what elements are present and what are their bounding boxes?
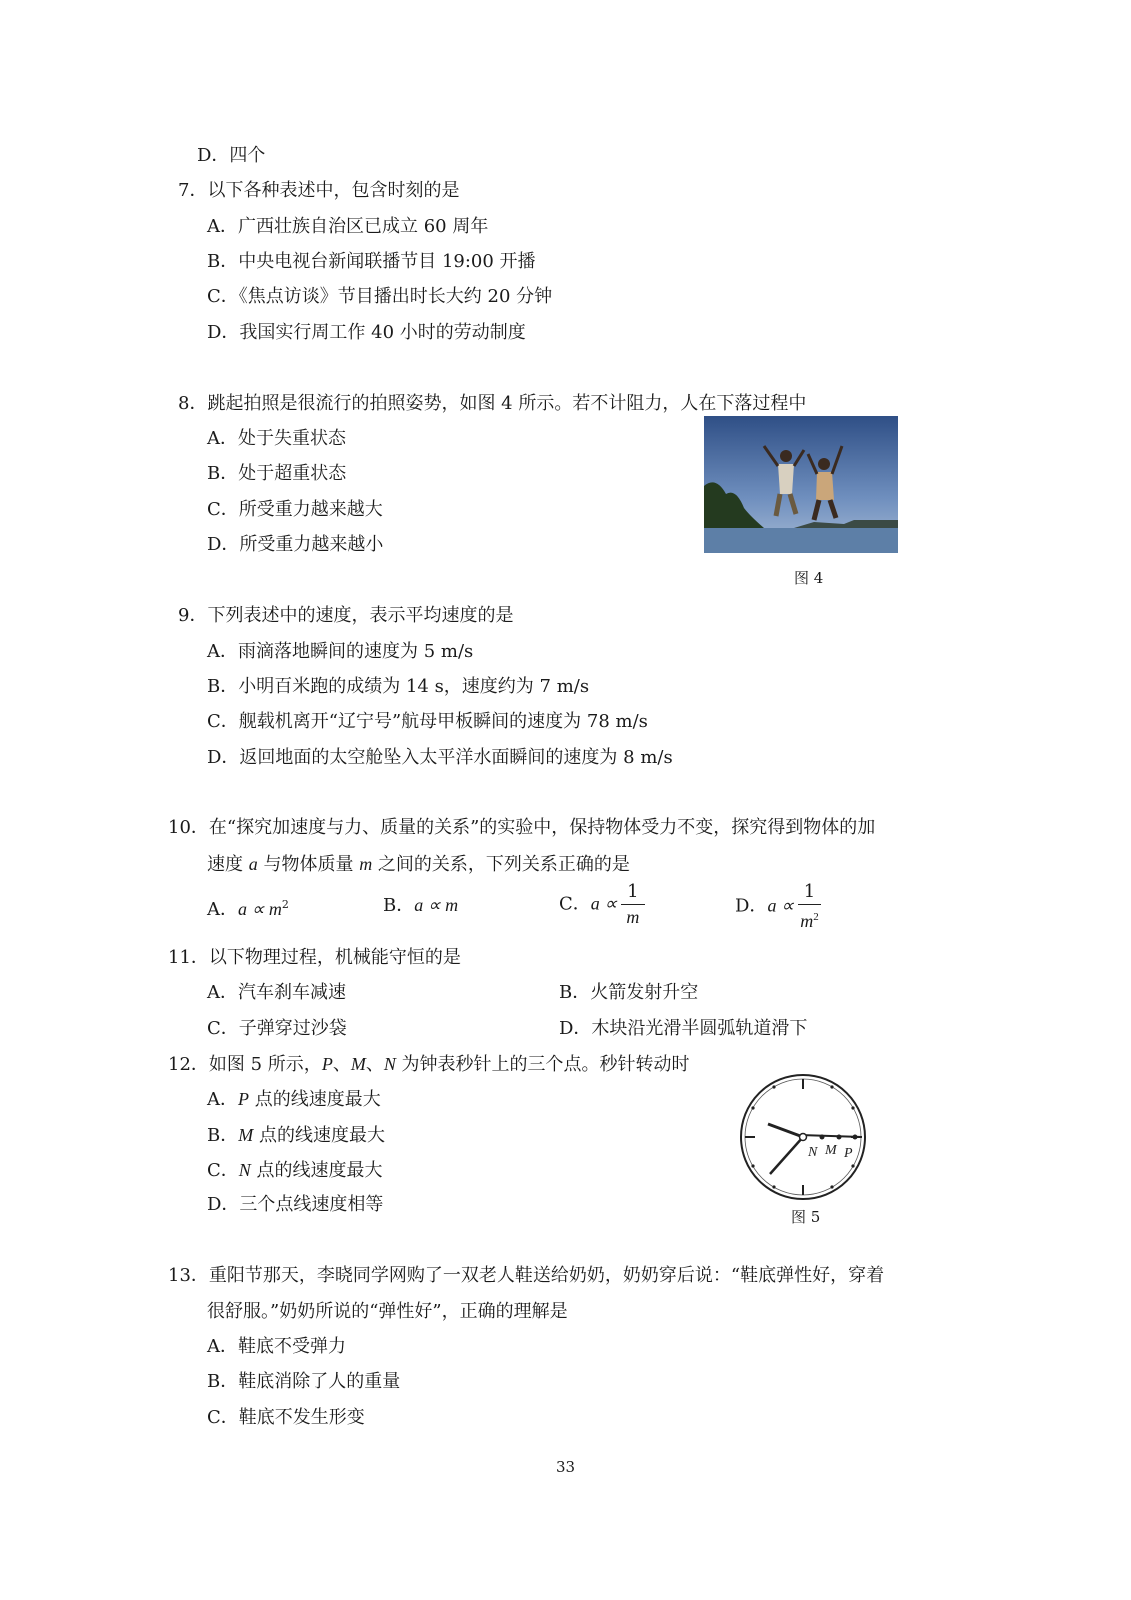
q7-option-c: C．《焦点访谈》节目播出时长大约 20 分钟 xyxy=(207,286,553,307)
q10-stem-line1: 10．在“探究加速度与力、质量的关系”的实验中，保持物体受力不变，探究得到物体的加 xyxy=(168,817,876,838)
q8-option-d: D．所受重力越来越小 xyxy=(207,534,384,555)
q12-option-a: A．P 点的线速度最大 xyxy=(207,1089,381,1110)
q13-option-b: B．鞋底消除了人的重量 xyxy=(207,1371,401,1392)
q8-option-c: C．所受重力越来越大 xyxy=(207,499,383,520)
q7-option-b: B．中央电视台新闻联播节目 19:00 开播 xyxy=(207,251,536,272)
figure-4-photo xyxy=(704,416,898,553)
q9-option-d: D．返回地面的太空舱坠入太平洋水面瞬间的速度为 8 m/s xyxy=(207,747,673,768)
q8-option-a: A．处于失重状态 xyxy=(207,428,346,449)
q10-option-d: D．a ∝ $\frac{1}{m^2}$ xyxy=(735,880,821,933)
q10-option-a: A．$a \propto m^2$ xyxy=(207,898,289,920)
figure-4-caption: 图 4 xyxy=(794,569,824,587)
clock-label-n: N xyxy=(808,1145,818,1160)
q11-option-d: D．木块沿光滑半圆弧轨道滑下 xyxy=(559,1018,808,1039)
q12-option-d: D．三个点线速度相等 xyxy=(207,1194,384,1215)
q12-option-b: B．M 点的线速度最大 xyxy=(207,1125,385,1146)
q9-stem: 9．下列表述中的速度，表示平均速度的是 xyxy=(178,605,514,626)
q9-option-b: B．小明百米跑的成绩为 14 s，速度约为 7 m/s xyxy=(207,676,590,697)
figure-5-clock xyxy=(738,1072,868,1202)
q12-option-c: C．N 点的线速度最大 xyxy=(207,1160,383,1181)
q11-option-b: B．火箭发射升空 xyxy=(559,982,699,1003)
q11-option-a: A．汽车刹车减速 xyxy=(207,982,346,1003)
clock-label-m: M xyxy=(825,1143,837,1158)
q10-option-b: B．a ∝ m xyxy=(383,895,459,916)
q8-stem: 8．跳起拍照是很流行的拍照姿势，如图 4 所示。若不计阻力，人在下落过程中 xyxy=(178,393,807,414)
prev-option-d: D．四个 xyxy=(197,145,266,166)
q13-stem-line1: 13．重阳节那天，李晓同学网购了一双老人鞋送给奶奶，奶奶穿后说：“鞋底弹性好，穿着 xyxy=(168,1265,885,1286)
q13-stem-line2: 很舒服。”奶奶所说的“弹性好”，正确的理解是 xyxy=(207,1301,568,1322)
clock-label-p: P xyxy=(844,1146,853,1161)
q9-option-c: C．舰载机离开“辽宁号”航母甲板瞬间的速度为 78 m/s xyxy=(207,711,648,732)
figure-5-caption: 图 5 xyxy=(791,1208,821,1226)
q11-option-c: C．子弹穿过沙袋 xyxy=(207,1018,347,1039)
q12-stem: 12．如图 5 所示，P、M、N 为钟表秒针上的三个点。秒针转动时 xyxy=(168,1054,690,1075)
q8-option-b: B．处于超重状态 xyxy=(207,463,347,484)
page-number: 33 xyxy=(555,1458,576,1476)
q10-option-c: C．a ∝ $\frac{1}{m}$ xyxy=(559,880,645,929)
q7-stem: 7．以下各种表述中，包含时刻的是 xyxy=(178,180,460,201)
q10-stem-line2: 速度 a 与物体质量 m 之间的关系，下列关系正确的是 xyxy=(207,854,630,875)
q9-option-a: A．雨滴落地瞬间的速度为 5 m/s xyxy=(207,641,474,662)
q7-option-a: A．广西壮族自治区已成立 60 周年 xyxy=(207,216,489,237)
q7-option-d: D．我国实行周工作 40 小时的劳动制度 xyxy=(207,322,526,343)
q13-option-c: C．鞋底不发生形变 xyxy=(207,1407,365,1428)
q11-stem: 11．以下物理过程，机械能守恒的是 xyxy=(168,947,461,968)
q13-option-a: A．鞋底不受弹力 xyxy=(207,1336,346,1357)
